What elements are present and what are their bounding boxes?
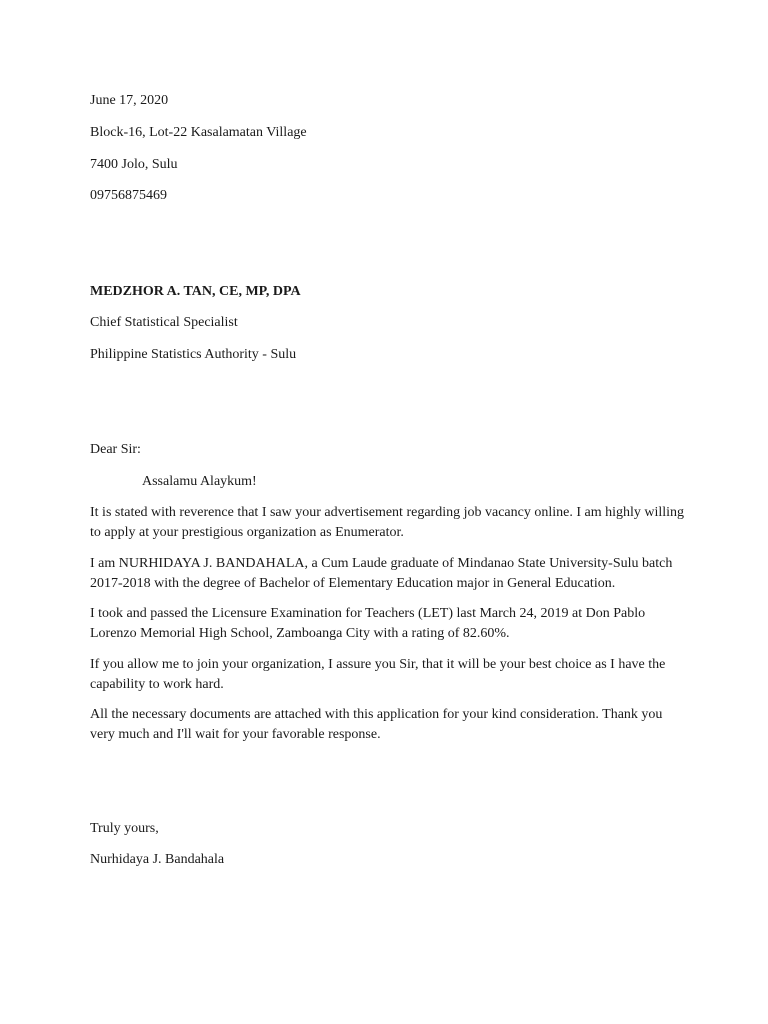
salutation: Dear Sir: (90, 442, 141, 457)
recipient-organization: Philippine Statistics Authority - Sulu (90, 347, 297, 362)
sender-address-line1: Block-16, Lot-22 Kasalamatan Village (90, 125, 307, 140)
greeting: Assalamu Alaykum! (142, 474, 257, 489)
body-paragraph-4: If you allow me to join your organization, I assure you Sir, that it will be your best choice as I have the capability to work hard. (90, 657, 666, 692)
body-paragraph-2: I am NURHIDAYA J. BANDAHALA, a Cum Laude graduate of Mindanao State University-Sulu batch 2017-2018 with the degree of Bachelor of Elementary Education major in General Education. (90, 556, 673, 591)
recipient-name: MEDZHOR A. TAN, CE, MP, DPA (90, 284, 301, 299)
signature-name: Nurhidaya J. Bandahala (90, 852, 225, 867)
body-paragraph-5: All the necessary documents are attached with this application for your kind consideration. Thank you very much and I'll wait for your favorable response. (90, 707, 663, 742)
closing: Truly yours, (90, 821, 159, 836)
body-paragraph-1: It is stated with reverence that I saw your advertisement regarding job vacancy online. I am highly willing to apply at your prestigious organization as Enumerator. (90, 505, 685, 540)
body-paragraph-3: I took and passed the Licensure Examination for Teachers (LET) last March 24, 2019 at Don Pablo Lorenzo Memorial High School, Zamboanga City with a rating of 82.60%. (90, 606, 646, 641)
sender-phone: 09756875469 (90, 188, 167, 203)
letter-date: June 17, 2020 (90, 93, 169, 108)
sender-address-line2: 7400 Jolo, Sulu (90, 157, 178, 172)
recipient-title: Chief Statistical Specialist (90, 315, 238, 330)
